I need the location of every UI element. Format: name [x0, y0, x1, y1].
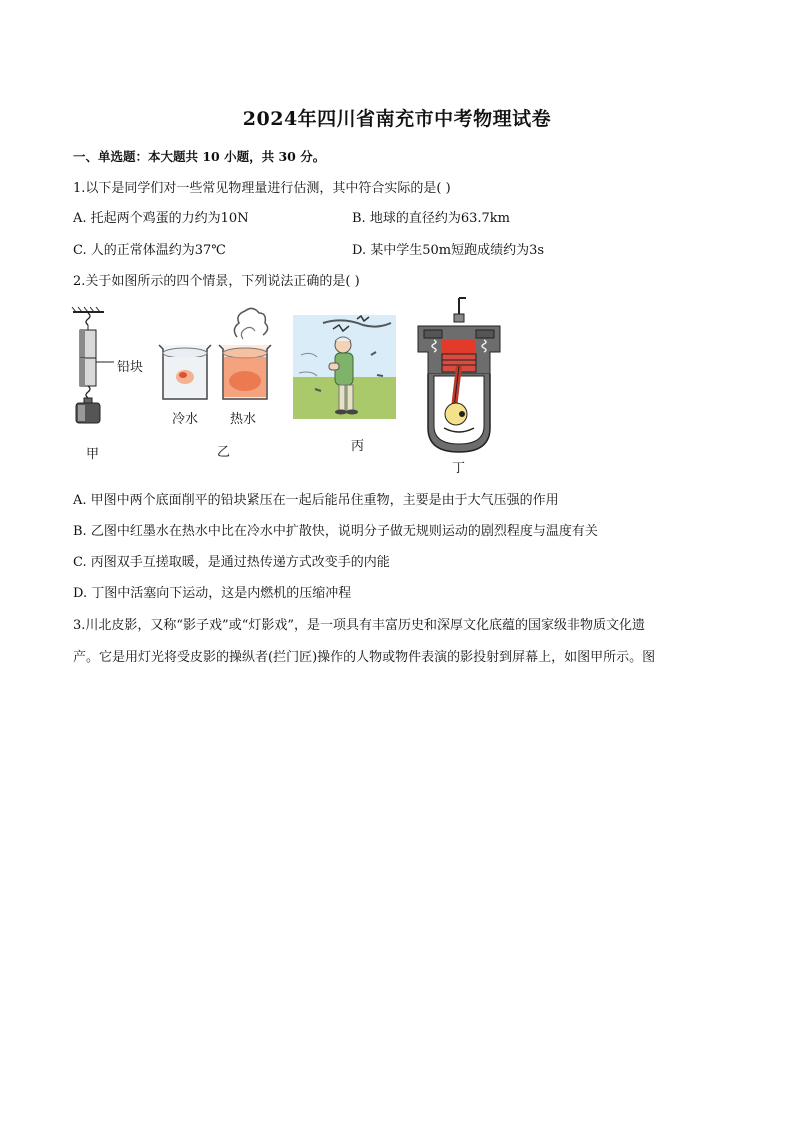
q2-option-a: A. 甲图中两个底面削平的铅块紧压在一起后能吊住重物，主要是由于大气压强的作用 — [73, 493, 559, 508]
q1-stem: 1.以下是同学们对一些常见物理量进行估测，其中符合实际的是( ) — [73, 181, 451, 196]
figure-bing-rubbing-hands — [293, 315, 396, 419]
q3-text-line-2: 产。它是用灯光将受皮影的操纵者(拦门匠)操作的人物或物件表演的影投射到屏幕上，如图甲所示。图 — [73, 650, 656, 665]
label-hot-water: 热水 — [230, 412, 257, 427]
q1-option-b: B. 地球的直径约为63.7km — [352, 211, 510, 226]
label-lead-block: 铅块 — [117, 360, 144, 375]
figure-yi-caption: 乙 — [217, 445, 231, 460]
section-heading: 一、单选题：本大题共 10 小题，共 30 分。 — [73, 149, 326, 164]
q1-option-a: A. 托起两个鸡蛋的力约为10N — [73, 211, 249, 226]
q2-stem: 2.关于如图所示的四个情景，下列说法正确的是( ) — [73, 274, 360, 289]
page-title: 2024年四川省南充市中考物理试卷 — [242, 108, 552, 130]
label-cold-water: 冷水 — [172, 412, 199, 427]
q3-text-line-1: 3.川北皮影，又称“影子戏”或“灯影戏”，是一项具有丰富历史和深厚文化底蕴的国家级非物质文化遗 — [73, 618, 645, 633]
figure-jia-caption: 甲 — [86, 447, 100, 462]
q2-option-c: C. 丙图双手互搓取暖，是通过热传递方式改变手的内能 — [73, 555, 390, 570]
figure-yi-beakers — [155, 305, 275, 405]
q1-option-c: C. 人的正常体温约为37℃ — [73, 243, 226, 258]
q2-option-b: B. 乙图中红墨水在热水中比在冷水中扩散快，说明分子做无规则运动的剧烈程度与温度有关 — [73, 524, 598, 539]
figure-ding-caption: 丁 — [452, 461, 466, 476]
q2-option-d: D. 丁图中活塞向下运动，这是内燃机的压缩冲程 — [73, 586, 352, 601]
q1-option-d: D. 某中学生50m短跑成绩约为3s — [352, 243, 545, 258]
figure-ding-engine-cylinder — [414, 296, 504, 456]
figure-bing-caption: 丙 — [351, 439, 365, 454]
